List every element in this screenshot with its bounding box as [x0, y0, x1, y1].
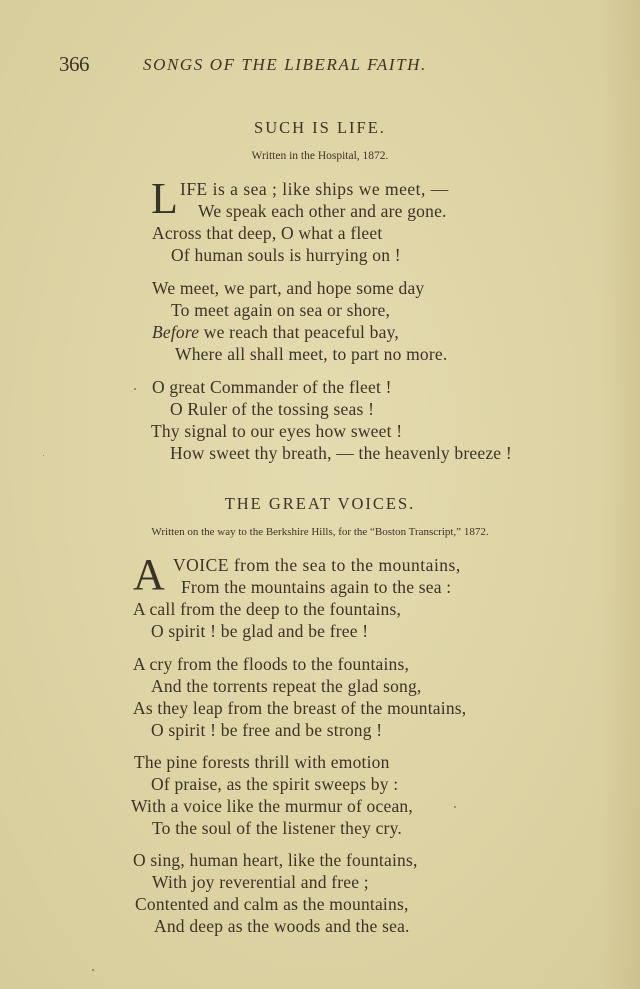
poem-line: Thy signal to our eyes how sweet !: [151, 421, 403, 441]
poem-subtitle: Written on the way to the Berkshire Hills, for the “Boston Transcript,” 1872.: [151, 526, 489, 538]
poem-line: From the mountains again to the sea :: [181, 577, 452, 597]
poem-line: Where all shall meet, to part no more.: [175, 344, 448, 364]
poem-line: To meet again on sea or shore,: [171, 300, 391, 320]
running-head: [59, 52, 579, 78]
poem-line: O great Commander of the fleet !: [152, 377, 392, 397]
poem-line: We meet, we part, and hope some day: [152, 278, 425, 298]
poem-line: [152, 322, 399, 343]
poem-line-text: we reach that peaceful bay,: [203, 322, 399, 342]
poem-line: VOICE from the sea to the mountains,: [173, 555, 461, 575]
poem-line: Of human souls is hurrying on !: [171, 245, 401, 265]
poem-line: We speak each other and are gone.: [198, 201, 447, 221]
poem-title: THE GREAT VOICES.: [224, 494, 416, 513]
poem-line: O spirit ! be free and be strong !: [151, 720, 383, 740]
poem-line: Of praise, as the spirit sweeps by :: [151, 774, 399, 794]
drop-cap: L: [151, 174, 178, 223]
poem-line: To the soul of the listener they cry.: [152, 818, 402, 838]
poem-line: IFE is a sea ; like ships we meet, —: [180, 179, 449, 199]
paper-speck: [134, 388, 136, 390]
poem-line: O sing, human heart, like the fountains,: [133, 850, 418, 870]
poem-line: With joy reverential and free ;: [152, 872, 369, 892]
poem-title: SUCH IS LIFE.: [254, 118, 386, 137]
page-number: 366: [59, 52, 89, 76]
poem-line: As they leap from the breast of the mountains,: [133, 698, 467, 718]
poem-line: The pine forests thrill with emotion: [134, 752, 390, 772]
poem-line: With a voice like the murmur of ocean,: [131, 796, 413, 816]
poem-line: Contented and calm as the mountains,: [135, 894, 409, 914]
poem-line: Across that deep, O what a fleet: [152, 223, 383, 243]
drop-cap: A: [133, 550, 165, 599]
poem-line: A call from the deep to the fountains,: [133, 599, 402, 619]
poem-line: A cry from the floods to the fountains,: [133, 654, 410, 674]
poem-line: O Ruler of the tossing seas !: [170, 399, 375, 419]
paper-speck: [454, 806, 456, 808]
running-title: SONGS OF THE LIBERAL FAITH.: [143, 55, 427, 74]
paper-speck: [92, 969, 94, 971]
poem-line: O spirit ! be glad and be free !: [151, 621, 369, 641]
italic-word: Before: [152, 322, 200, 342]
poem-subtitle: Written in the Hospital, 1872.: [251, 150, 389, 162]
paper-speck: [43, 455, 44, 456]
poem-line: And deep as the woods and the sea.: [154, 916, 410, 936]
poem-line: And the torrents repeat the glad song,: [151, 676, 422, 696]
poem-line: How sweet thy breath, — the heavenly breeze !: [170, 443, 512, 463]
